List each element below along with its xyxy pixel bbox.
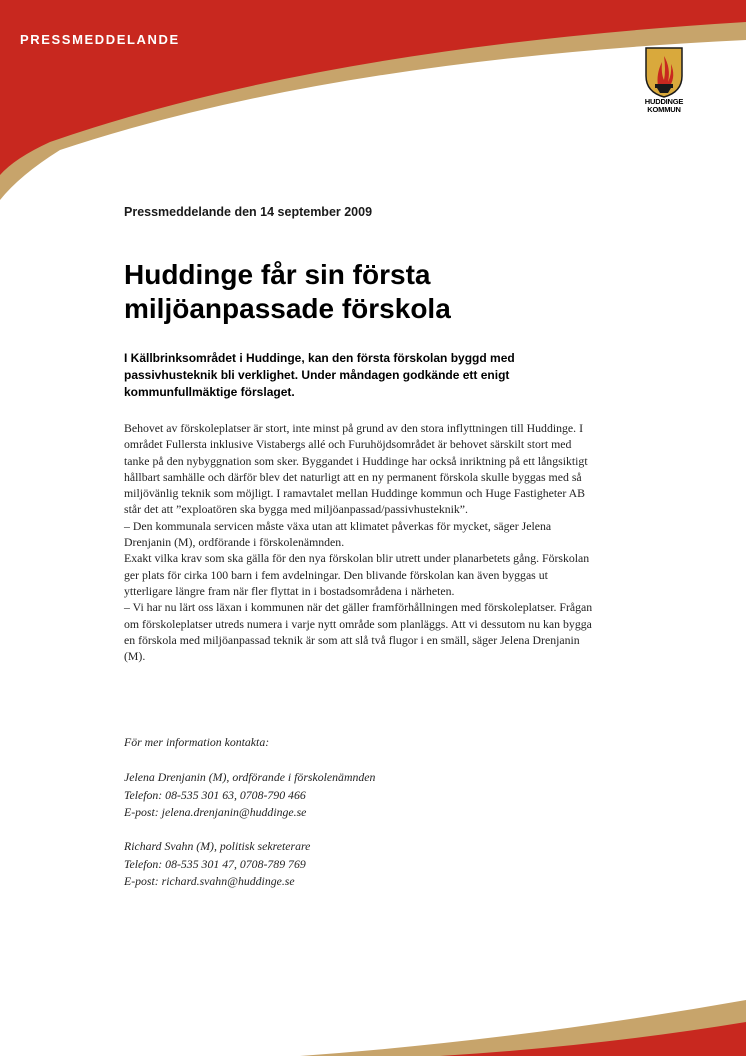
- logo-text-line1: HUDDINGE: [644, 97, 684, 106]
- body-paragraph: – Den kommunala servicen måste växa utan att klimatet påverkas för mycket, säger Jelena Drenjanin (M), ordförande i förskolenämnden.: [124, 518, 552, 550]
- logo-text-line2: KOMMUN: [647, 105, 681, 114]
- body-paragraph: – Vi har nu lärt oss läxan i kommunen när det gäller framförhållningen med förskoleplatser. Frågan om förskoleplatser utreds numera i varje nytt område som planläggs. Att vi dessutom nu kan bygga en förskola med miljöanpassad teknik är som att slå två flugor i en smäll, säger Jelena Drenjanin (M).: [124, 600, 593, 664]
- coat-of-arms-icon: [644, 46, 684, 98]
- contact-name: Jelena Drenjanin (M), ordförande i förskolenämnden: [124, 770, 376, 784]
- contact-person-1: [124, 769, 594, 822]
- contact-intro: För mer information kontakta:: [124, 735, 270, 749]
- lead-paragraph: I Källbrinksområdet i Huddinge, kan den första förskolan byggd med passivhusteknik bli verklighet. Under måndagen godkände ett enigt kommunfullmäktige förslaget.: [124, 351, 515, 399]
- body-text: [124, 420, 594, 664]
- release-date: Pressmeddelande den 14 september 2009: [124, 205, 373, 219]
- contact-email: E-post: jelena.drenjanin@huddinge.se: [124, 805, 307, 819]
- contact-phone: Telefon: 08-535 301 63, 0708-790 466: [124, 787, 306, 802]
- document-type-label: PRESSMEDDELANDE: [20, 32, 180, 47]
- contact-phone: Telefon: 08-535 301 47, 0708-789 769: [124, 856, 306, 871]
- contact-email: E-post: richard.svahn@huddinge.se: [124, 874, 295, 888]
- body-paragraph: Behovet av förskoleplatser är stort, inte minst på grund av den stora inflyttningen till Huddinge. I området Fullersta inklusive Vistabergs allé och Furuhöjdsområdet är behovet särskilt stort med tanke på den nybyggnation som sker. Byggandet i Huddinge har också inriktning på ett långsiktigt hållbart samhälle och därför blev det naturligt att en ny permanent förskola skulle byggas med så miljövänlig teknik som möjligt. I ramavtalet mellan Huddinge kommun och Huge Fastigheter AB står det att ”exploatören ska bygga med miljöanpassad/passivhusteknik”.: [124, 421, 588, 517]
- page-title: Huddinge får sin första miljöanpassade förskola: [124, 259, 451, 324]
- huddinge-logo: [636, 46, 692, 114]
- red-swoosh-top: [0, 0, 746, 175]
- body-paragraph: Exakt vilka krav som ska gälla för den nya förskolan blir utrett under planarbetets gång. Förskolan ger plats för cirka 100 barn i fem avdelningar. Den blivande förskolan kan även byggas ut ytterligare längre fram när fler flyttat in i bostadsområdena i närheten.: [124, 551, 590, 598]
- contact-name: Richard Svahn (M), politisk sekreterare: [124, 839, 311, 853]
- contact-person-2: [124, 838, 594, 891]
